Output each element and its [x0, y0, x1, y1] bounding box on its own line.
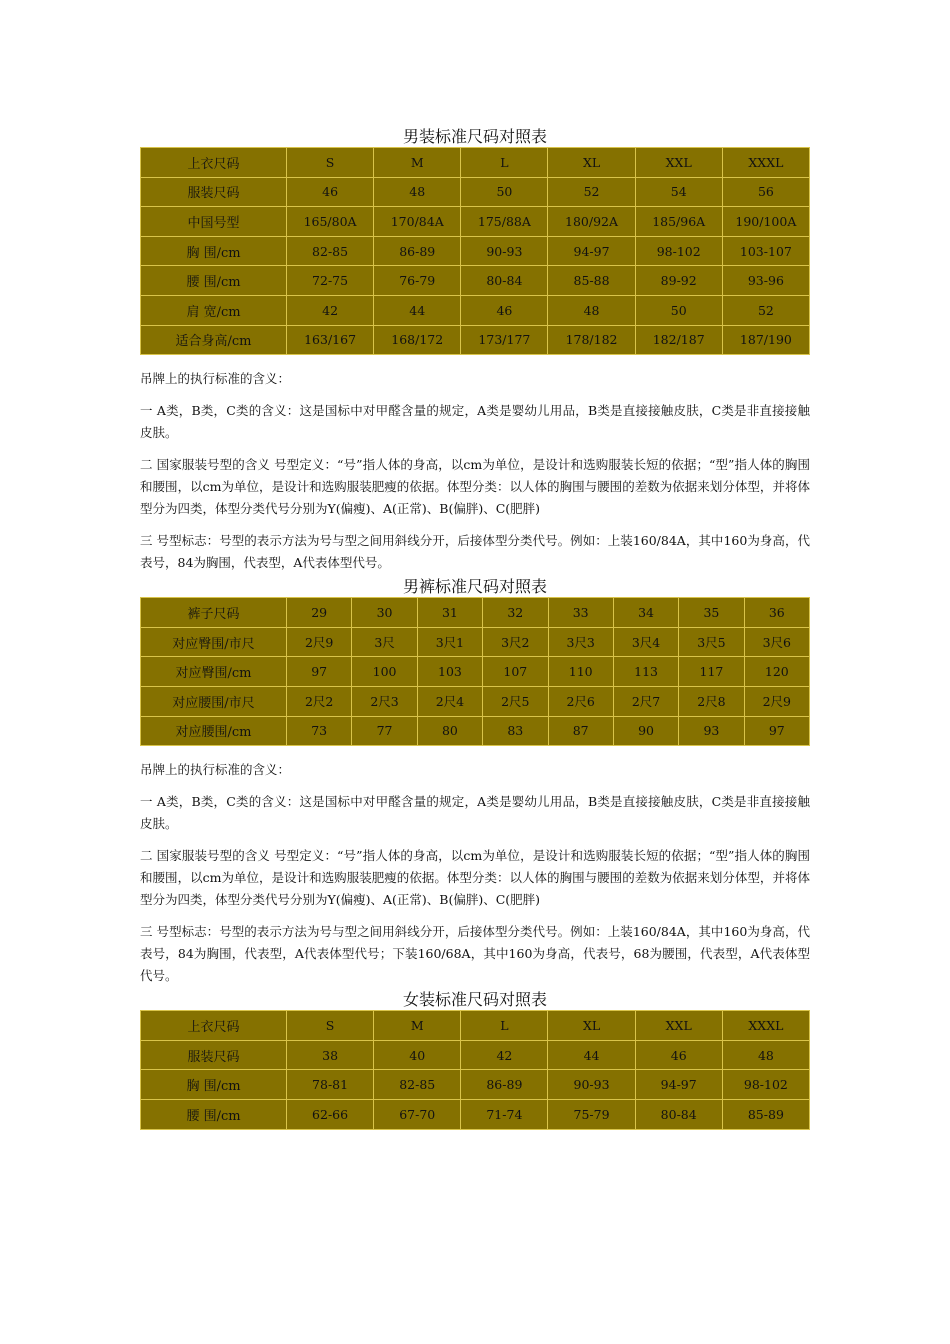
table-cell: 3尺6	[744, 627, 809, 657]
row-label-cell: 对应臀围/市尺	[141, 627, 287, 657]
row-label-cell: 中国号型	[141, 207, 287, 237]
table-cell: 90	[613, 716, 678, 746]
table-cell: 50	[635, 295, 722, 325]
row-label-cell: 上衣尺码	[141, 148, 287, 178]
table-cell: 40	[374, 1040, 461, 1070]
table-cell: 36	[744, 598, 809, 628]
row-label-cell: 对应腰围/cm	[141, 716, 287, 746]
table-cell: 87	[548, 716, 613, 746]
table-cell: 93-96	[722, 266, 809, 296]
row-label-cell: 腰 围/cm	[141, 1099, 287, 1129]
table-cell: L	[461, 148, 548, 178]
women-top-size-table	[140, 1010, 810, 1129]
table-cell: 120	[744, 657, 809, 687]
section1-note: 吊牌上的执行标准的含义：	[140, 371, 291, 387]
table-cell: 85-88	[548, 266, 635, 296]
table-cell: 89-92	[635, 266, 722, 296]
table-cell: XXL	[635, 1011, 722, 1041]
table-cell: 46	[461, 295, 548, 325]
table-cell: 67-70	[374, 1099, 461, 1129]
table-cell: 163/167	[287, 325, 374, 355]
men-pants-title: 男裤标准尺码对照表	[402, 577, 547, 597]
table-cell: 97	[287, 657, 352, 687]
table-cell: 173/177	[461, 325, 548, 355]
table-cell: 33	[548, 598, 613, 628]
table-row	[141, 266, 810, 296]
table-cell: 42	[461, 1040, 548, 1070]
row-label-cell: 上衣尺码	[141, 1011, 287, 1041]
table-cell: 2尺3	[352, 686, 417, 716]
table-row	[141, 325, 810, 355]
row-label-cell: 服装尺码	[141, 1040, 287, 1070]
table-cell: 103	[417, 657, 482, 687]
table-cell: 3尺3	[548, 627, 613, 657]
table-cell: 110	[548, 657, 613, 687]
table-cell: 2尺9	[287, 627, 352, 657]
table-row	[141, 1070, 810, 1100]
table-row	[141, 1040, 810, 1070]
table-cell: 44	[374, 295, 461, 325]
table-cell: 2尺8	[679, 686, 744, 716]
row-label-cell: 对应臀围/cm	[141, 657, 287, 687]
women-top-title: 女装标准尺码对照表	[402, 990, 547, 1010]
section2-para-3: 三 号型标志：号型的表示方法为号与型之间用斜线分开，后接体型分类代号。例如：上装160/84A，其中160为身高，代表号，84为胸围，代表型，A代表体型代号；下装160/68A，其中160为身高，代表号，68为腰围，代表型，A代表体型代号。	[140, 924, 810, 984]
table-cell: 107	[483, 657, 548, 687]
table-cell: 80-84	[635, 1099, 722, 1129]
row-label-cell: 裤子尺码	[141, 598, 287, 628]
row-label-cell: 腰 围/cm	[141, 266, 287, 296]
table-cell: 180/92A	[548, 207, 635, 237]
table-cell: 78-81	[287, 1070, 374, 1100]
table-cell: 34	[613, 598, 678, 628]
section1-para-2: 二 国家服装号型的含义 号型定义：“号”指人体的身高，以cm为单位，是设计和选购服装长短的依据；“型”指人体的胸围和腰围，以cm为单位，是设计和选购服装肥瘦的依据。体型分类：以人体的胸围与腰围的差数为依据来划分体型，并将体型分为四类，体型分类代号分别为Y(偏瘦)、A(正常)、B(偏胖)、C(肥胖)	[140, 457, 810, 517]
table-cell: XL	[548, 148, 635, 178]
table-cell: M	[374, 148, 461, 178]
table-cell: M	[374, 1011, 461, 1041]
row-label-cell: 胸 围/cm	[141, 236, 287, 266]
table-row	[141, 686, 810, 716]
men-top-title: 男装标准尺码对照表	[402, 127, 547, 146]
table-cell: 71-74	[461, 1099, 548, 1129]
table-cell: 94-97	[635, 1070, 722, 1100]
table-cell: S	[287, 148, 374, 178]
table-cell: 73	[287, 716, 352, 746]
table-cell: 30	[352, 598, 417, 628]
table-cell: 170/84A	[374, 207, 461, 237]
table-cell: 98-102	[722, 1070, 809, 1100]
table-cell: 178/182	[548, 325, 635, 355]
section1-para-1: 一 A类，B类，C类的含义：这是国标中对甲醛含量的规定，A类是婴幼儿用品，B类是直接接触皮肤，C类是非直接接触皮肤。	[140, 403, 810, 441]
table-row	[141, 627, 810, 657]
table-cell: 113	[613, 657, 678, 687]
table-cell: 86-89	[374, 236, 461, 266]
table-cell: 76-79	[374, 266, 461, 296]
table-cell: 77	[352, 716, 417, 746]
table-cell: 82-85	[287, 236, 374, 266]
table-cell: 86-89	[461, 1070, 548, 1100]
row-label-cell: 适合身高/cm	[141, 325, 287, 355]
table-cell: 31	[417, 598, 482, 628]
table-cell: 48	[548, 295, 635, 325]
row-label-cell: 胸 围/cm	[141, 1070, 287, 1100]
table-cell: 97	[744, 716, 809, 746]
table-cell: 46	[287, 177, 374, 207]
table-header-row	[141, 598, 810, 628]
table-row	[141, 236, 810, 266]
section2-note: 吊牌上的执行标准的含义：	[140, 762, 291, 778]
document-page	[140, 0, 810, 1130]
table-cell: 182/187	[635, 325, 722, 355]
table-cell: 3尺4	[613, 627, 678, 657]
table-cell: 75-79	[548, 1099, 635, 1129]
table-cell: 46	[635, 1040, 722, 1070]
table-cell: 48	[374, 177, 461, 207]
table-cell: 103-107	[722, 236, 809, 266]
table-row	[141, 177, 810, 207]
table-cell: 93	[679, 716, 744, 746]
table-cell: 52	[722, 295, 809, 325]
table-cell: 2尺4	[417, 686, 482, 716]
table-cell: 44	[548, 1040, 635, 1070]
table-cell: 187/190	[722, 325, 809, 355]
table-row	[141, 657, 810, 687]
table-cell: 165/80A	[287, 207, 374, 237]
table-cell: 2尺9	[744, 686, 809, 716]
section1-para-3: 三 号型标志：号型的表示方法为号与型之间用斜线分开，后接体型分类代号。例如：上装160/84A，其中160为身高，代表号，84为胸围，代表型，A代表体型代号。	[140, 533, 810, 571]
table-row	[141, 295, 810, 325]
table-row	[141, 716, 810, 746]
table-cell: 90-93	[548, 1070, 635, 1100]
table-cell: 38	[287, 1040, 374, 1070]
table-cell: S	[287, 1011, 374, 1041]
table-cell: 52	[548, 177, 635, 207]
table-cell: 2尺6	[548, 686, 613, 716]
table-cell: 185/96A	[635, 207, 722, 237]
table-row	[141, 207, 810, 237]
table-cell: 29	[287, 598, 352, 628]
table-cell: 80-84	[461, 266, 548, 296]
table-cell: 48	[722, 1040, 809, 1070]
table-cell: 168/172	[374, 325, 461, 355]
row-label-cell: 肩 宽/cm	[141, 295, 287, 325]
table-cell: 98-102	[635, 236, 722, 266]
table-cell: 100	[352, 657, 417, 687]
table-row	[141, 1099, 810, 1129]
table-cell: 90-93	[461, 236, 548, 266]
table-cell: 50	[461, 177, 548, 207]
table-cell: 3尺5	[679, 627, 744, 657]
table-cell: 32	[483, 598, 548, 628]
table-cell: 2尺2	[287, 686, 352, 716]
men-pants-size-table	[140, 597, 810, 746]
table-cell: 117	[679, 657, 744, 687]
table-cell: 2尺5	[483, 686, 548, 716]
table-cell: 3尺2	[483, 627, 548, 657]
table-cell: XXXL	[722, 148, 809, 178]
table-cell: L	[461, 1011, 548, 1041]
table-cell: XL	[548, 1011, 635, 1041]
table-cell: 35	[679, 598, 744, 628]
table-cell: 190/100A	[722, 207, 809, 237]
table-cell: 42	[287, 295, 374, 325]
table-cell: 175/88A	[461, 207, 548, 237]
table-cell: 80	[417, 716, 482, 746]
men-top-size-table	[140, 147, 810, 355]
table-cell: 54	[635, 177, 722, 207]
table-cell: 3尺	[352, 627, 417, 657]
row-label-cell: 服装尺码	[141, 177, 287, 207]
table-cell: 3尺1	[417, 627, 482, 657]
row-label-cell: 对应腰围/市尺	[141, 686, 287, 716]
table-cell: 94-97	[548, 236, 635, 266]
table-cell: 82-85	[374, 1070, 461, 1100]
table-cell: 85-89	[722, 1099, 809, 1129]
table-cell: 56	[722, 177, 809, 207]
table-cell: 62-66	[287, 1099, 374, 1129]
table-cell: 72-75	[287, 266, 374, 296]
section2-para-1: 一 A类，B类，C类的含义：这是国标中对甲醛含量的规定，A类是婴幼儿用品，B类是直接接触皮肤，C类是非直接接触皮肤。	[140, 794, 810, 832]
table-header-row	[141, 1011, 810, 1041]
table-cell: XXL	[635, 148, 722, 178]
table-cell: 83	[483, 716, 548, 746]
table-header-row	[141, 148, 810, 178]
table-cell: XXXL	[722, 1011, 809, 1041]
table-cell: 2尺7	[613, 686, 678, 716]
section2-para-2: 二 国家服装号型的含义 号型定义：“号”指人体的身高，以cm为单位，是设计和选购服装长短的依据；“型”指人体的胸围和腰围，以cm为单位，是设计和选购服装肥瘦的依据。体型分类：以人体的胸围与腰围的差数为依据来划分体型，并将体型分为四类，体型分类代号分别为Y(偏瘦)、A(正常)、B(偏胖)、C(肥胖)	[140, 848, 810, 908]
